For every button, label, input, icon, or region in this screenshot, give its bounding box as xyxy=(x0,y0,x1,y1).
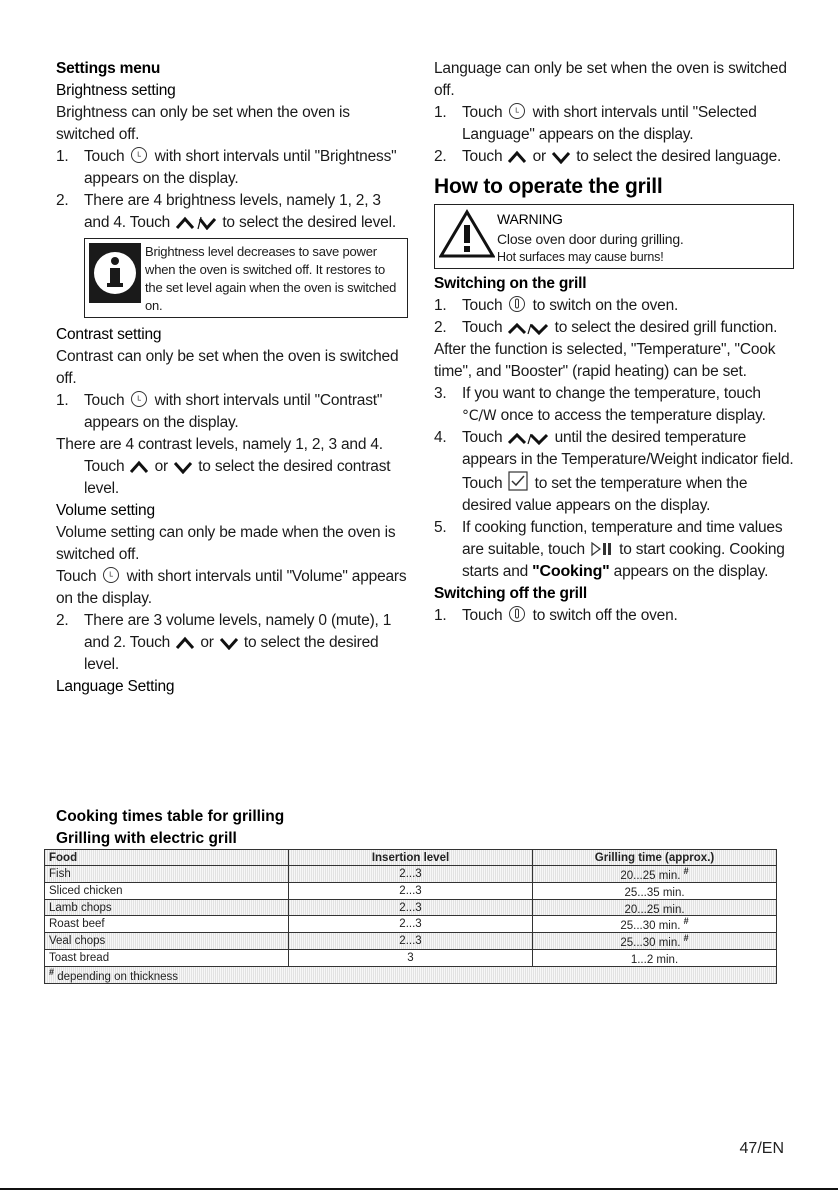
clock-icon xyxy=(130,146,148,164)
table-section-heading xyxy=(56,806,284,850)
contrast-step-1: 1. Touch L with short intervals until "Contrast" appears on the display. xyxy=(56,392,383,431)
switch-on-step-2: 2. Touch to select the desired grill function. xyxy=(434,319,778,336)
food-cell: Toast bread xyxy=(45,950,289,967)
clock-icon xyxy=(102,566,120,584)
level-cell: 2...3 xyxy=(289,916,533,933)
right-column xyxy=(434,58,794,627)
down-arrow-icon xyxy=(220,636,238,650)
table-row xyxy=(45,933,777,950)
language-intro: Language can only be set when the oven is switched off. xyxy=(434,60,787,99)
language-step-1: 1. Touch L with short intervals until "Selected Language" appears on the display. xyxy=(434,104,757,143)
column-header-food: Food xyxy=(45,850,289,866)
power-icon xyxy=(508,295,526,313)
brightness-info-text: Brightness level decreases to save power when the oven is switched off. It restores to the set level again when the oven is switched on. xyxy=(145,244,397,313)
cooking-label: "Cooking" xyxy=(532,563,610,580)
volume-intro: Volume setting can only be made when the oven is switched off. xyxy=(56,524,396,563)
level-cell: 3 xyxy=(289,950,533,967)
level-cell: 2...3 xyxy=(289,933,533,950)
switch-on-step-3: 3. If you want to change the temperature, touch °C/W once to access the temperature display. xyxy=(434,385,766,424)
table-row xyxy=(45,882,777,899)
time-cell: 1...2 min. xyxy=(533,950,777,967)
left-right-icon xyxy=(508,433,548,445)
switch-off-heading: Switching off the grill xyxy=(434,585,587,602)
warning-title: WARNING xyxy=(497,211,563,227)
switch-on-step-4: 4. Touch until the desired temperature appears in the Temperature/Weight indicator field. Touch to set the temperature when the desired value appears on the display. xyxy=(434,429,794,514)
contrast-heading: Contrast setting xyxy=(56,326,162,343)
brightness-step-1: 1. Touch L with short intervals until "Brightness" appears on the display. xyxy=(56,148,397,187)
svg-text:L: L xyxy=(515,106,520,115)
table-row xyxy=(45,866,777,883)
svg-text:L: L xyxy=(137,394,142,403)
table-row xyxy=(45,916,777,933)
food-cell: Roast beef xyxy=(45,916,289,933)
up-arrow-icon xyxy=(130,460,148,474)
after-selection-text: After the function is selected, "Temperature", "Cook time", and "Booster" (rapid heating) can be set. xyxy=(434,341,776,380)
clock-icon xyxy=(130,390,148,408)
footnote-cell: # depending on thickness xyxy=(45,966,777,983)
contrast-levels: There are 4 contrast levels, namely 1, 2, 3 and 4. xyxy=(56,436,383,453)
svg-text:L: L xyxy=(137,150,142,159)
switch-off-step-1: 1. Touch to switch off the oven. xyxy=(434,607,678,624)
grilling-times-table xyxy=(44,849,777,984)
level-cell: 2...3 xyxy=(289,899,533,916)
settings-menu-heading: Settings menu xyxy=(56,60,161,77)
start-pause-icon xyxy=(591,541,613,557)
grill-heading: How to operate the grill xyxy=(434,175,663,198)
table-header-row xyxy=(45,850,777,866)
bottom-divider xyxy=(0,1188,838,1190)
up-arrow-icon xyxy=(176,636,194,650)
up-arrow-icon xyxy=(508,150,526,164)
warning-icon xyxy=(439,209,497,265)
table-footnote-row xyxy=(45,966,777,983)
time-cell: 25...30 min. # xyxy=(533,916,777,933)
column-header-insertion-level: Insertion level xyxy=(289,850,533,866)
time-cell: 20...25 min. # xyxy=(533,866,777,883)
volume-step-2: 2. There are 3 volume levels, namely 0 (mute), 1 and 2. Touch or to select the desired level. xyxy=(56,612,392,673)
switch-on-step-1: 1. Touch to switch on the oven. xyxy=(434,297,679,314)
table-row xyxy=(45,950,777,967)
power-icon xyxy=(508,605,526,623)
level-cell: 2...3 xyxy=(289,866,533,883)
volume-heading: Volume setting xyxy=(56,502,155,519)
page-number: 47/EN xyxy=(739,1140,784,1157)
brightness-step-2: 2. There are 4 brightness levels, namely 1, 2, 3 and 4. Touch to select the desired level. xyxy=(56,192,396,231)
time-cell: 25...30 min. # xyxy=(533,933,777,950)
down-arrow-icon xyxy=(552,150,570,164)
food-cell: Lamb chops xyxy=(45,899,289,916)
time-cell: 25...35 min. xyxy=(533,882,777,899)
table-row xyxy=(45,899,777,916)
warning-box xyxy=(434,204,794,269)
left-right-icon xyxy=(508,323,548,335)
brightness-info-box xyxy=(84,238,408,318)
brightness-heading: Brightness setting xyxy=(56,82,176,99)
warning-line-2: Hot surfaces may cause burns! xyxy=(497,250,664,264)
contrast-intro: Contrast can only be set when the oven is switched off. xyxy=(56,348,399,387)
up-down-icon xyxy=(176,216,216,230)
electric-grill-title: Grilling with electric grill xyxy=(56,830,237,847)
contrast-touch: Touch or to select the desired contrast level. xyxy=(84,458,391,497)
language-heading: Language Setting xyxy=(56,678,175,695)
column-header-grilling-time: Grilling time (approx.) xyxy=(533,850,777,866)
brightness-intro: Brightness can only be set when the oven is switched off. xyxy=(56,104,350,143)
food-cell: Fish xyxy=(45,866,289,883)
info-icon xyxy=(89,243,145,315)
level-cell: 2...3 xyxy=(289,882,533,899)
switch-on-step-5: 5. If cooking function, temperature and time values are suitable, touch to start cooking. Cooking starts and "Cooking" appears on the display. xyxy=(434,519,785,580)
cooking-times-title: Cooking times table for grilling xyxy=(56,808,285,825)
time-cell: 20...25 min. xyxy=(533,899,777,916)
switch-on-heading: Switching on the grill xyxy=(434,275,587,292)
down-arrow-icon xyxy=(174,460,192,474)
svg-text:L: L xyxy=(109,570,114,579)
temperature-weight-symbol: °C/W xyxy=(462,408,497,424)
volume-touch: Touch L with short intervals until "Volume" appears on the display. xyxy=(56,568,407,607)
confirm-icon xyxy=(508,471,528,491)
language-step-2: 2. Touch or to select the desired language. xyxy=(434,148,782,165)
warning-line-1: Close oven door during grilling. xyxy=(497,231,684,247)
clock-icon xyxy=(508,102,526,120)
food-cell: Sliced chicken xyxy=(45,882,289,899)
food-cell: Veal chops xyxy=(45,933,289,950)
left-column xyxy=(56,58,408,698)
